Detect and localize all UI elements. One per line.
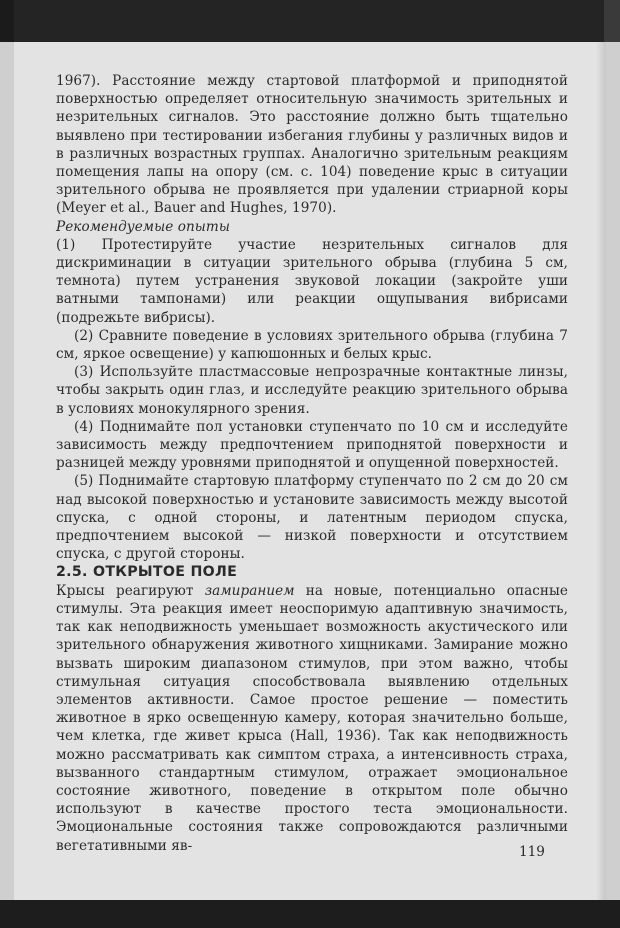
page-content bbox=[56, 72, 568, 855]
scan-bottom-border bbox=[0, 900, 620, 928]
scan-top-left-edge bbox=[0, 0, 14, 42]
page-number: 119 bbox=[519, 844, 545, 860]
open-field-paragraph bbox=[56, 582, 568, 855]
recommended-experiments-heading: Рекомендуемые опыты bbox=[56, 218, 230, 235]
section-heading-open-field: 2.5. ОТКРЫТОЕ ПОЛЕ bbox=[56, 564, 238, 581]
experiment-3: (3) Используйте пластмассовые непрозрачные контактные линзы, чтобы закрыть один глаз, и исследуйте реакцию зрительного обрыва в условиях монокулярного зрения. bbox=[56, 364, 568, 417]
experiment-2: (2) Сравните поведение в условиях зрительного обрыва (глубина 7 см, яркое освещение) у капюшонных и белых крыс. bbox=[56, 327, 568, 363]
experiment-1: (1) Протестируйте участие незрительных сигналов для дискриминации в ситуации зрительного обрыва (глубина 5 см, темнота) путем устранения звуковой локации (закройте уши ватными тампонами) или реакции ощупывания вибрисами (подрежьте вибрисы). bbox=[56, 236, 568, 326]
open-field-text: на новые, потенциально опасные стимулы. Эта реакция имеет неоспоримую адаптивную значимость, так как неподвижность уменьшает возможность акустического или зрительного обнаружения животного хищниками. Замирание можно вызвать широким диапазоном стимулов, при этом важно, чтобы стимульная ситуация способствовала выявлению отдельных элементов активности. Самое простое решение — поместить животное в ярко освещенную камеру, которая значительно больше, чем клетка, где живет крыса (Hall, 1936). Так как неподвижность можно рассматривать как симптом страха, а интенсивность страха, вызванного стандартным стимулом, отражает эмоциональное состояние животного, поведение в открытом поле обычно используют в качестве простого теста эмоциональности. Эмоциональные состояния также сопровождаются различными вегетативными яв- bbox=[56, 582, 568, 854]
experiment-4: (4) Поднимайте пол установки ступенчато по 10 см и исследуйте зависимость между предпочтением приподнятой поверхности и разницей между уровнями приподнятой и опущенной поверхностей. bbox=[56, 418, 568, 472]
freezing-term: замиранием bbox=[204, 582, 295, 599]
intro-paragraph: 1967). Расстояние между стартовой платформой и приподнятой поверхностью определяет относительную значимость зрительных и незрительных сигналов. Это расстояние должно быть тщательно выявлено при тестировании избегания глубины у различных видов и в различных возрастных группах. Аналогично зрительным реакциям помещения лапы на опору (см. с. 104) поведение крыс в ситуации зрительного обрыва не проявляется при удалении стриарной коры (Meyer et al., Bauer and Hughes, 1970). bbox=[56, 73, 568, 217]
scan-top-right-edge bbox=[604, 0, 620, 42]
scan-top-border bbox=[0, 0, 620, 42]
open-field-intro: Крысы реагируют bbox=[56, 582, 194, 599]
experiment-5: (5) Поднимайте стартовую платформу ступенчато по 2 см до 20 см над высокой поверхностью и установите зависимость между высотой спуска, с одной стороны, и латентным периодом спуска, предпочтением высокой — низкой поверхности и отсутствием спуска, с другой стороны. bbox=[56, 473, 568, 563]
book-page bbox=[14, 42, 606, 900]
page-edge-shadow bbox=[596, 42, 606, 900]
